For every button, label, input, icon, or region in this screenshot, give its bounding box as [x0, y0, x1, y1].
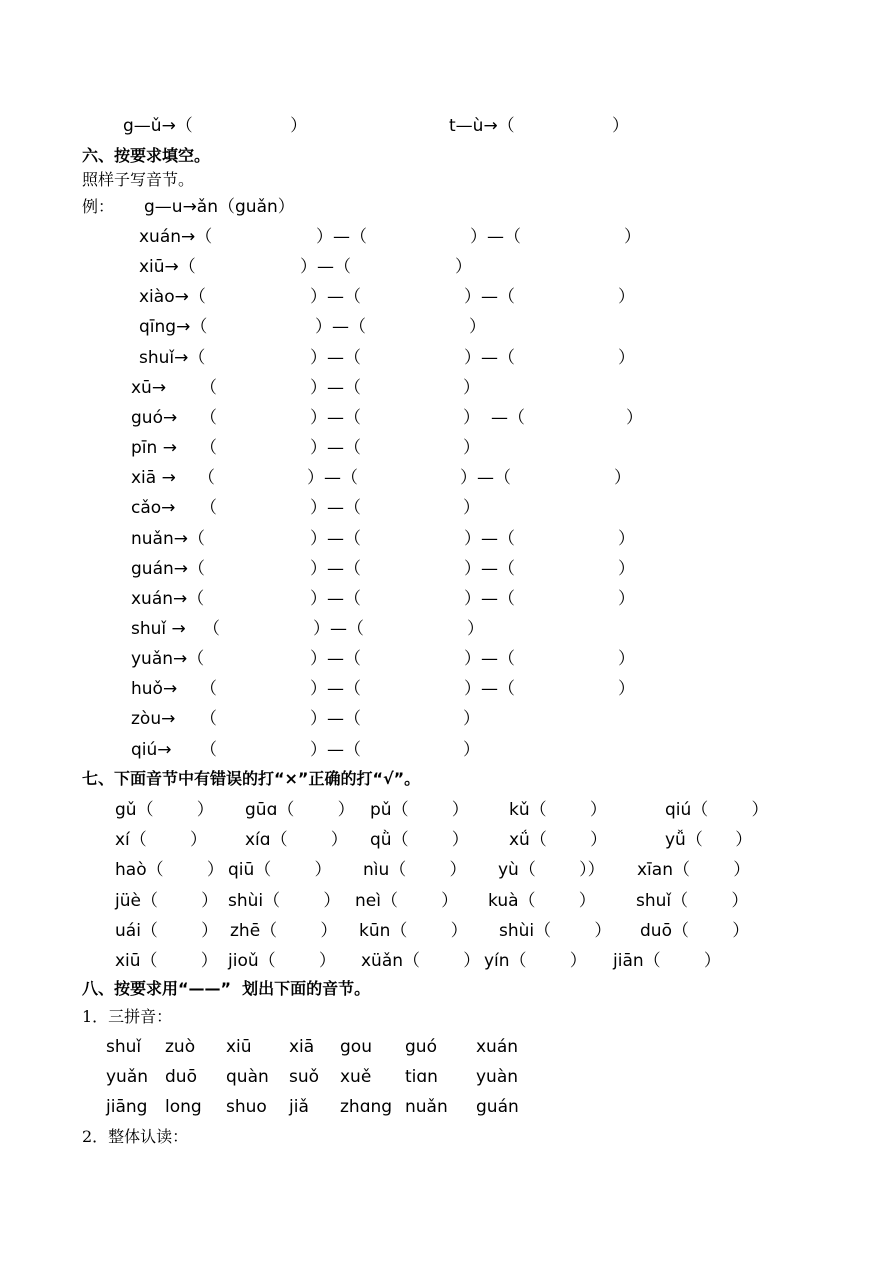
section6-instruction: 照样子写音节。	[82, 170, 195, 189]
syllable-r3-c2: long	[165, 1097, 202, 1117]
syllable-r3-c5: zhɑng	[340, 1097, 393, 1117]
check-item-r4-c3: neì（ ）	[355, 890, 459, 911]
fill-row-9-part-2: （	[198, 468, 215, 489]
check-item-r6-c4: yín（ ）	[484, 951, 587, 971]
fill-row-12-part-4: ）	[618, 558, 635, 579]
fill-row-5-part-2: ）—（	[310, 347, 361, 368]
check-item-r5-c4: shùi（ ）	[499, 920, 612, 941]
check-item-r5-c2: zhē（ ）	[230, 920, 338, 941]
fill-row-15-part-2: ）—（	[310, 649, 361, 670]
section6-title: 六、按要求填空。	[82, 146, 211, 165]
syllable-r3-c4: jiǎ	[289, 1097, 309, 1117]
top-row-right: t—ù→（ ）	[449, 116, 629, 136]
syllable-r1-c5: gou	[340, 1037, 372, 1057]
fill-row-14-part-1: shuǐ →	[131, 618, 186, 639]
fill-row-13-part-3: ）—（	[464, 588, 515, 609]
check-item-r2-c4: xǘ（ ）	[509, 830, 608, 851]
fill-row-11-part-2: ）—（	[310, 528, 361, 549]
check-item-r6-c2: jioǔ（ ）	[228, 951, 336, 971]
check-item-r6-c1: xiū（ ）	[115, 951, 218, 971]
fill-row-14-part-4: ）	[467, 618, 484, 639]
fill-row-17-part-4: ）	[463, 709, 480, 730]
fill-row-16-part-1: huǒ→	[131, 679, 178, 700]
fill-row-9-part-5: ）	[614, 468, 631, 489]
fill-row-6-part-1: xū→	[131, 377, 167, 398]
fill-row-11-part-1: nuǎn→（	[131, 528, 205, 549]
check-item-r1-c5: qiú（ ）	[665, 800, 769, 820]
fill-row-13-part-1: xuán→（	[131, 588, 205, 609]
fill-row-12-part-2: ）—（	[310, 558, 361, 579]
fill-row-3-part-1: xiào→（	[139, 287, 206, 308]
fill-row-14-part-3: ）—（	[313, 618, 364, 639]
check-item-r4-c4: kuà（ ）	[488, 890, 596, 911]
fill-row-16-part-3: ）—（	[310, 679, 361, 700]
fill-row-7-part-3: ）—（	[310, 407, 361, 428]
fill-row-3-part-2: ）—（	[310, 287, 361, 308]
fill-row-9-part-1: xiā →	[131, 468, 176, 489]
syllable-r3-c6: nuǎn	[405, 1097, 448, 1117]
example-text: g—u→ǎn（guǎn）	[144, 197, 295, 217]
fill-row-6-part-2: （	[200, 377, 217, 398]
syllable-r3-c7: guán	[476, 1097, 519, 1117]
check-item-r1-c1: gǔ（ ）	[115, 800, 214, 820]
fill-row-16-part-2: （	[200, 679, 217, 700]
section8-sub2: 2．整体认读：	[82, 1127, 189, 1146]
fill-row-8-part-1: pīn →	[131, 438, 177, 459]
fill-row-2-part-2: ）—（	[300, 257, 351, 278]
fill-row-16-part-5: ）	[618, 679, 635, 700]
fill-row-11-part-3: ）—（	[464, 528, 515, 549]
fill-row-8-part-4: ）	[463, 438, 480, 459]
fill-row-8-part-2: （	[200, 438, 217, 459]
fill-row-15-part-4: ）	[618, 649, 635, 670]
fill-row-9-part-4: ）—（	[460, 468, 511, 489]
check-item-r6-c3: xüǎn（ ）	[361, 951, 481, 971]
fill-row-10-part-4: ）	[463, 498, 480, 519]
fill-row-4-part-1: qīng→（	[139, 317, 208, 338]
fill-row-7-part-5: —（	[491, 407, 525, 428]
fill-row-3-part-4: ）	[618, 287, 635, 308]
check-item-r3-c1: haò（ ）	[115, 860, 224, 881]
check-item-r6-c5: jiān（ ）	[613, 951, 721, 971]
fill-row-18-part-3: ）—（	[310, 739, 361, 760]
fill-row-1-part-3: ）—（	[470, 227, 521, 247]
fill-row-17-part-2: （	[200, 709, 217, 730]
check-item-r1-c4: kǔ（ ）	[509, 800, 607, 820]
fill-row-16-part-4: ）—（	[464, 679, 515, 700]
fill-row-2-part-3: ）	[455, 257, 472, 278]
fill-row-6-part-4: ）	[463, 377, 480, 398]
check-item-r2-c1: xí（ ）	[115, 830, 208, 851]
fill-row-7-part-4: ）	[463, 407, 480, 428]
fill-row-5-part-3: ）—（	[464, 347, 515, 368]
fill-row-3-part-3: ）—（	[464, 287, 515, 308]
fill-row-1-part-4: ）	[624, 227, 641, 247]
check-item-r2-c5: yǚ（ ）	[665, 830, 753, 851]
check-item-r2-c2: xíɑ（ ）	[245, 830, 348, 851]
syllable-r2-c1: yuǎn	[106, 1067, 149, 1087]
fill-row-1-part-1: xuán→（	[139, 227, 213, 247]
check-item-r5-c1: uái（ ）	[115, 920, 219, 941]
fill-row-5-part-4: ）	[618, 347, 635, 368]
fill-row-7-part-1: guó→	[131, 407, 178, 428]
fill-row-9-part-3: ）—（	[307, 468, 358, 489]
syllable-r1-c6: guó	[405, 1037, 437, 1057]
top-row-left: g—ǔ→（ ）	[123, 116, 308, 136]
fill-row-5-part-1: shuǐ→（	[139, 347, 206, 368]
syllable-r2-c4: suǒ	[289, 1067, 320, 1087]
fill-row-12-part-1: guán→（	[131, 558, 206, 579]
check-item-r5-c5: duō（ ）	[640, 920, 750, 941]
syllable-r1-c7: xuán	[476, 1037, 519, 1057]
syllable-r3-c1: jiāng	[106, 1097, 148, 1117]
check-item-r3-c2: qiū（ ）	[228, 860, 332, 881]
check-item-r4-c2: shùi（ ）	[228, 890, 341, 911]
fill-row-2-part-1: xiū→（	[139, 257, 196, 278]
syllable-r2-c7: yuàn	[476, 1067, 519, 1087]
fill-row-4-part-2: ）—（	[315, 317, 366, 338]
fill-row-10-part-3: ）—（	[310, 498, 361, 519]
fill-row-13-part-4: ）	[618, 588, 635, 609]
syllable-r2-c6: tiɑn	[405, 1067, 438, 1087]
fill-row-15-part-1: yuǎn→（	[131, 649, 205, 670]
fill-row-7-part-2: （	[200, 407, 217, 428]
fill-row-18-part-1: qiú→	[131, 739, 172, 760]
fill-row-14-part-2: （	[203, 618, 220, 639]
check-item-r4-c5: shuǐ（ ）	[636, 890, 749, 911]
fill-row-17-part-1: zòu→	[131, 709, 176, 730]
check-item-r1-c2: gūɑ（ ）	[245, 800, 355, 820]
fill-row-18-part-4: ）	[463, 739, 480, 760]
syllable-r3-c3: shuo	[226, 1097, 267, 1117]
fill-row-6-part-3: ）—（	[310, 377, 361, 398]
syllable-r2-c5: xuě	[340, 1067, 372, 1087]
syllable-r1-c2: zuò	[165, 1037, 196, 1057]
check-item-r5-c3: kūn（ ）	[359, 920, 468, 941]
fill-row-1-part-2: ）—（	[316, 227, 367, 247]
example-label: 例：	[82, 197, 115, 216]
syllable-r2-c2: duō	[165, 1067, 197, 1087]
fill-row-8-part-3: ）—（	[310, 438, 361, 459]
fill-row-12-part-3: ）—（	[464, 558, 515, 579]
fill-row-10-part-1: cǎo→	[131, 498, 176, 519]
fill-row-10-part-2: （	[200, 498, 217, 519]
syllable-r1-c3: xiū	[226, 1037, 252, 1057]
syllable-r2-c3: quàn	[226, 1067, 269, 1087]
fill-row-17-part-3: ）—（	[310, 709, 361, 730]
check-item-r1-c3: pǔ（ ）	[370, 800, 469, 820]
check-item-r3-c3: nìu（ ）	[363, 860, 467, 881]
check-item-r3-c4: yù（ ））	[498, 860, 605, 881]
fill-row-15-part-3: ）—（	[464, 649, 515, 670]
check-item-r2-c3: qǜ（ ）	[370, 830, 469, 851]
section8-title: 八、按要求用“——” 划出下面的音节。	[82, 979, 371, 998]
syllable-r1-c4: xiā	[289, 1037, 315, 1057]
fill-row-18-part-2: （	[200, 739, 217, 760]
section8-sub1: 1．三拼音：	[82, 1007, 173, 1026]
check-item-r3-c5: xīan（ ）	[637, 860, 751, 881]
syllable-r1-c1: shuǐ	[106, 1037, 142, 1057]
fill-row-4-part-3: ）	[469, 317, 486, 338]
fill-row-13-part-2: ）—（	[310, 588, 361, 609]
section7-title: 七、下面音节中有错误的打“×”正确的打“√”。	[82, 769, 421, 788]
check-item-r4-c1: jüè（ ）	[115, 890, 219, 911]
fill-row-11-part-4: ）	[618, 528, 635, 549]
fill-row-7-part-6: ）	[626, 407, 643, 428]
